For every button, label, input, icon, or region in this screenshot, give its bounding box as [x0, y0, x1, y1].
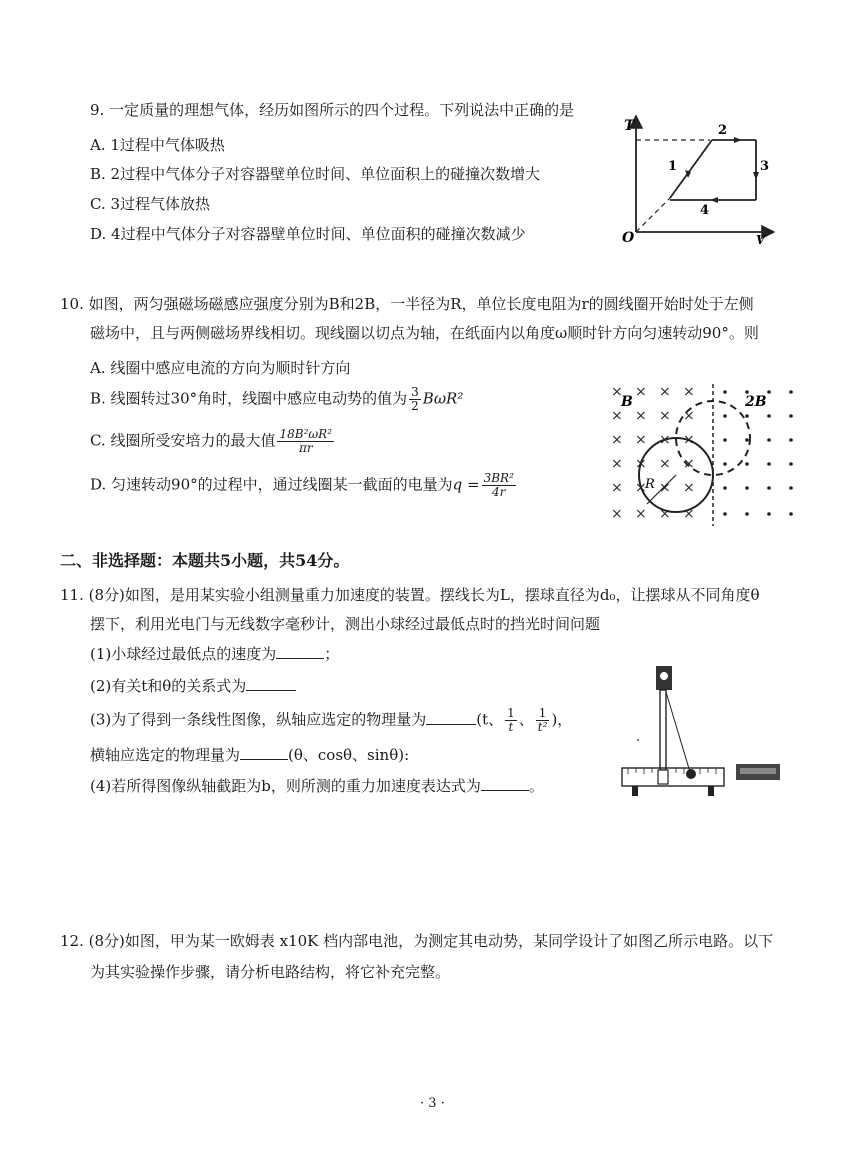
- field-cross-mark: ×: [659, 456, 671, 472]
- field-cross-mark: ×: [611, 480, 623, 496]
- field-cross-mark: ×: [659, 432, 671, 448]
- field-dot-mark: [789, 438, 793, 442]
- t-axis-label: T: [624, 118, 635, 134]
- field-cross-mark: ×: [611, 384, 623, 400]
- page-number: · 3 ·: [420, 1096, 445, 1111]
- field-dot-mark: [745, 512, 749, 516]
- radius-label: R: [645, 477, 655, 492]
- field-dot-mark: [767, 390, 771, 394]
- field-dot-mark: [767, 486, 771, 490]
- ruler-ticks: [628, 768, 716, 774]
- v-axis-label: V: [756, 233, 766, 247]
- q11-pendulum-apparatus: [618, 660, 788, 800]
- field-cross-mark: ×: [683, 384, 695, 400]
- q12-stem-line2: 为其实验操作步骤，请分析电路结构，将它补充完整。: [90, 963, 451, 981]
- field-dot-mark: [723, 512, 727, 516]
- field-cross-mark: ×: [635, 480, 647, 496]
- field-cross-mark: ×: [659, 384, 671, 400]
- answer-blank-4[interactable]: [240, 745, 288, 760]
- field-cross-mark: ×: [659, 480, 671, 496]
- field-2b-label: 2B: [745, 394, 767, 410]
- photogate-icon: [658, 770, 668, 784]
- q10-magnetic-field-figure: [605, 380, 805, 530]
- field-cross-mark: ×: [683, 408, 695, 424]
- stand-pole: [660, 690, 666, 770]
- field-dot-mark: [767, 512, 771, 516]
- field-b-label: B: [621, 394, 633, 410]
- q11-part-4: (4)若所得图像纵轴截距为b，则所测的重力加速度表达式为 。: [90, 777, 544, 795]
- pendulum-string: [666, 692, 690, 772]
- base-ruler: [622, 768, 724, 786]
- q11-part-3: (3)为了得到一条线性图像，纵轴应选定的物理量为 (t、 $\frac{1}{t}$ 、 $\frac{1}{\text{t²}}$ )，: [90, 706, 573, 734]
- q10-option-c: C. 线圈所受安培力的最大值 $\frac{\text{18B²ωR²}}{\pi r}$: [90, 427, 333, 455]
- q11-stem-line2: 摆下，利用光电门与无线数字毫秒计，测出小球经过最低点时的挡光时间问题: [90, 615, 601, 633]
- q10-stem-line1: 10. 如图，两匀强磁场磁感应强度分别为B和2B，一半径为R，单位长度电阻为r的圆线圈开始时处于左侧: [60, 295, 754, 313]
- field-dot-mark: [767, 438, 771, 442]
- answer-blank-3[interactable]: [426, 710, 476, 725]
- q10-option-a: A. 线圈中感应电流的方向为顺时针方向: [90, 359, 351, 377]
- pendulum-bob: [686, 769, 696, 779]
- q9-option-a: A. 1过程中气体吸热: [90, 136, 225, 154]
- field-dot-mark: [723, 438, 727, 442]
- field-dot-mark: [745, 486, 749, 490]
- field-dot-mark: [789, 462, 793, 466]
- q9-stem: 9. 一定质量的理想气体，经历如图所示的四个过程。下列说法中正确的是: [90, 101, 575, 119]
- field-cross-mark: ×: [635, 408, 647, 424]
- field-cross-mark: ×: [635, 456, 647, 472]
- process-4-label: 4: [700, 203, 710, 218]
- q9-option-c: C. 3过程气体放热: [90, 195, 211, 213]
- field-cross-mark: ×: [635, 432, 647, 448]
- q10-option-b: B. 线圈转过30°角时，线圈中感应电动势的值为 $\frac{3}{2}$ BωR²: [90, 385, 464, 413]
- field-dot-mark: [767, 462, 771, 466]
- answer-blank-1[interactable]: [276, 644, 324, 659]
- field-cross-mark: ×: [611, 456, 623, 472]
- field-cross-mark: ×: [659, 408, 671, 424]
- field-cross-mark: ×: [659, 506, 671, 522]
- field-dot-mark: [789, 486, 793, 490]
- q9-option-b: B. 2过程中气体分子对容器壁单位时间、单位面积上的碰撞次数增大: [90, 165, 541, 183]
- process-1-label: 1: [668, 159, 678, 174]
- field-cross-mark: ×: [611, 506, 623, 522]
- field-dot-mark: [723, 390, 727, 394]
- field-cross-mark: ×: [683, 432, 695, 448]
- field-cross-mark: ×: [683, 456, 695, 472]
- answer-blank-5[interactable]: [481, 776, 529, 791]
- section-2-heading: 二、非选择题：本题共5小题，共54分。: [60, 551, 350, 570]
- q10-option-d: D. 匀速转动90°的过程中，通过线圈某一截面的电量为q = $\frac{\text{3BR²}}{4r}$: [90, 471, 514, 499]
- field-cross-mark: ×: [683, 506, 695, 522]
- field-cross-mark: ×: [611, 408, 623, 424]
- field-dot-mark: [767, 414, 771, 418]
- field-dot-mark: [789, 390, 793, 394]
- field-dot-mark: [723, 414, 727, 418]
- answer-blank-2[interactable]: [246, 676, 296, 691]
- process-3-label: 3: [760, 159, 770, 174]
- field-cross-mark: ×: [683, 480, 695, 496]
- q11-part-2: (2)有关t和θ的关系式为: [90, 676, 296, 696]
- field-dot-mark: [723, 486, 727, 490]
- q10-stem-line2: 磁场中，且与两侧磁场界线相切。现线圈以切点为轴，在纸面内以角度ω顺时针方向匀速转动90°。则: [90, 324, 759, 342]
- q12-stem-line1: 12. (8分)如图，甲为某一欧姆表 x10K 档内部电池，为测定其电动势，某同学设计了如图乙所示电路。以下: [60, 932, 774, 950]
- q9-option-d: D. 4过程中气体分子对容器壁单位时间、单位面积的碰撞次数减少: [90, 225, 526, 243]
- field-cross-mark: ×: [635, 384, 647, 400]
- field-dot-mark: [789, 414, 793, 418]
- q11-stem-line1: 11. (8分)如图，是用某实验小组测量重力加速度的装置。摆线长为L，摆球直径为d₀，让摆球从不同角度θ: [60, 586, 760, 604]
- field-cross-mark: ×: [635, 506, 647, 522]
- field-dot-mark: [745, 462, 749, 466]
- process-2-label: 2: [718, 123, 728, 138]
- field-dot-mark: [745, 438, 749, 442]
- field-dot-mark: [745, 414, 749, 418]
- field-dot-mark: [723, 462, 727, 466]
- field-cross-mark: ×: [611, 432, 623, 448]
- q9-tv-graph: [620, 110, 780, 250]
- field-dot-mark: [789, 512, 793, 516]
- q11-part-3b: 横轴应选定的物理量为 (θ、cosθ、sinθ):: [90, 746, 410, 764]
- origin-label: O: [622, 230, 635, 246]
- q11-part-1: (1)小球经过最低点的速度为 ；: [90, 645, 340, 663]
